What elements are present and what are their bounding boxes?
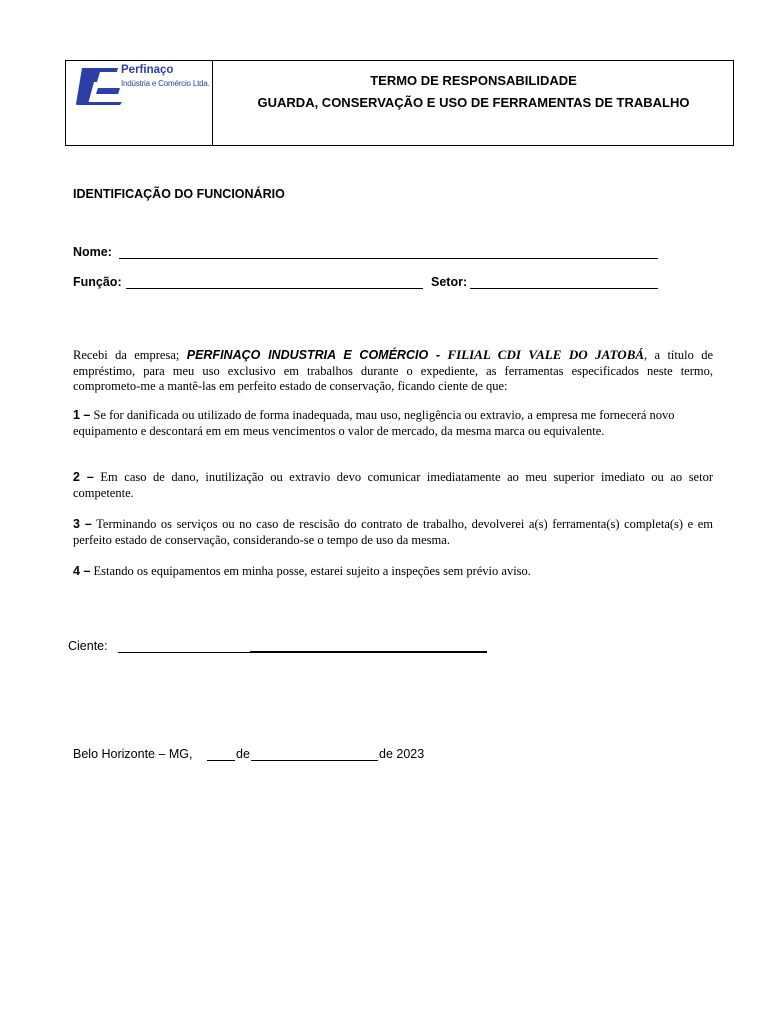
clause-number: 1 – bbox=[73, 408, 91, 422]
intro-paragraph bbox=[73, 347, 713, 395]
clause-number: 3 – bbox=[73, 517, 92, 531]
signature-line-thin[interactable] bbox=[118, 652, 250, 653]
date-city: Belo Horizonte – MG, bbox=[73, 747, 193, 761]
intro-rest: , a título de empréstimo, para meu uso exclusivo em trabalhos durante o expediente, as ferramentas especificados neste termo, comprometo-me a mantê-las em perfeito estado de conservação, ficando ciente de que: bbox=[73, 348, 714, 393]
section-title-identification: IDENTIFICAÇÃO DO FUNCIONÁRIO bbox=[73, 187, 285, 201]
logo-subtitle: Indústria e Comércio Ltda. bbox=[121, 79, 210, 88]
name-field-line[interactable] bbox=[119, 258, 658, 259]
sector-field-line[interactable] bbox=[470, 288, 658, 289]
clause-text: Se for danificada ou utilizado de forma inadequada, mau uso, negligência ou extravio, a empresa me fornecerá novo equipamento e descontará em em meus vencimentos o valor de mercado, da mesma marca ou equivalente. bbox=[73, 408, 675, 438]
clause-1 bbox=[73, 408, 693, 439]
intro-prefix: Recebi da empresa; bbox=[73, 348, 180, 362]
clause-text: Em caso de dano, inutilização ou extravio devo comunicar imediatamente ao meu superior imediato ou ao setor competente. bbox=[73, 470, 713, 500]
day-field-line[interactable] bbox=[207, 760, 235, 761]
clause-number: 2 – bbox=[73, 470, 94, 484]
name-label: Nome: bbox=[73, 245, 112, 259]
document-subtitle: GUARDA, CONSERVAÇÃO E USO DE FERRAMENTAS DE TRABALHO bbox=[257, 95, 690, 110]
filial-name: FILIAL CDI VALE DO JATOBÁ bbox=[447, 347, 645, 362]
month-field-line[interactable] bbox=[251, 760, 378, 761]
clause-text: Terminando os serviços ou no caso de rescisão do contrato de trabalho, devolverei a(s) ferramenta(s) completa(s) e em perfeito estado de conservação, considerando-se o tempo de uso da mesma. bbox=[73, 517, 713, 547]
clause-text: Estando os equipamentos em minha posse, estarei sujeito a inspeções sem prévio aviso. bbox=[90, 564, 531, 578]
sector-label: Setor: bbox=[431, 275, 468, 289]
signature-label: Ciente: bbox=[68, 639, 108, 653]
signature-line-thick[interactable] bbox=[250, 651, 487, 653]
company-name: PERFINAÇO INDUSTRIA E COMÉRCIO - bbox=[186, 348, 441, 362]
function-field-line[interactable] bbox=[126, 288, 423, 289]
clause-4 bbox=[73, 564, 713, 580]
function-label: Função: bbox=[73, 275, 122, 289]
date-de-year: de 2023 bbox=[379, 747, 425, 761]
clause-2 bbox=[73, 470, 713, 501]
document-title: TERMO DE RESPONSABILIDADE bbox=[370, 73, 577, 88]
logo-name: Perfinaço bbox=[121, 64, 174, 76]
date-de-1: de bbox=[236, 747, 250, 761]
clause-3 bbox=[73, 517, 713, 548]
clause-number: 4 – bbox=[73, 564, 91, 578]
